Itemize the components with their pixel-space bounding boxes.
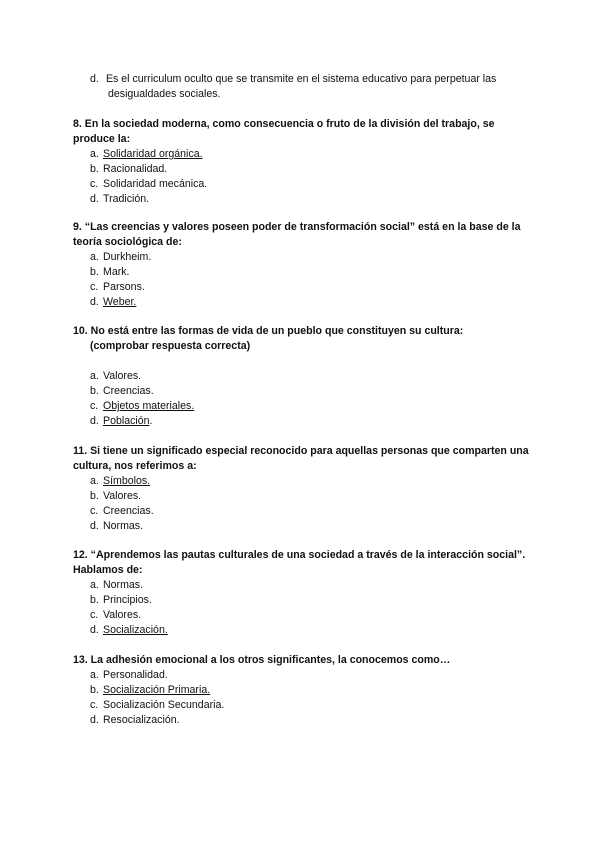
question-text: 9. “Las creencias y valores poseen poder de transformación social” está en la base de la teoría sociológica de: bbox=[73, 221, 521, 248]
option-b bbox=[90, 593, 533, 608]
question-8 bbox=[73, 117, 533, 207]
question-10 bbox=[73, 324, 473, 429]
option-letter: a. bbox=[90, 579, 99, 591]
option-c bbox=[90, 280, 533, 295]
option-a bbox=[90, 668, 533, 683]
option-letter: d. bbox=[90, 520, 99, 532]
option-text: Tradición. bbox=[103, 193, 150, 205]
option-text: Personalidad. bbox=[103, 669, 168, 681]
option-letter: c. bbox=[90, 400, 99, 412]
option-letter: c. bbox=[90, 699, 99, 711]
option-text-correct: Símbolos. bbox=[103, 475, 151, 487]
option-d bbox=[90, 713, 533, 728]
option-a bbox=[90, 147, 533, 162]
option-letter: c. bbox=[90, 505, 99, 517]
option-d bbox=[90, 192, 533, 207]
option-suffix: . bbox=[149, 415, 153, 427]
question-13 bbox=[73, 653, 533, 728]
option-c bbox=[90, 177, 533, 192]
question-9 bbox=[73, 220, 533, 310]
option-b bbox=[90, 162, 533, 177]
option-text: Resocialización. bbox=[103, 714, 180, 726]
option-text-correct: Objetos materiales. bbox=[103, 400, 195, 412]
options-list bbox=[73, 474, 533, 534]
option-letter: a. bbox=[90, 148, 99, 160]
option-letter: b. bbox=[90, 266, 99, 278]
question-text: 12. “Aprendemos las pautas culturales de una sociedad a través de la interacción social”. Hablamos de: bbox=[73, 549, 526, 576]
option-text: Mark. bbox=[103, 266, 130, 278]
option-c bbox=[90, 698, 533, 713]
option-letter: b. bbox=[90, 490, 99, 502]
option-letter: a. bbox=[90, 370, 99, 382]
carryover-line-2: desigualdades sociales. bbox=[108, 88, 221, 100]
option-d bbox=[90, 519, 533, 534]
option-letter: d. bbox=[90, 624, 99, 636]
option-letter: c. bbox=[90, 609, 99, 621]
option-text: Racionalidad. bbox=[103, 163, 168, 175]
options-list bbox=[73, 369, 473, 429]
option-b bbox=[90, 265, 533, 280]
option-text: Solidaridad mecánica. bbox=[103, 178, 208, 190]
option-text-correct: Weber. bbox=[103, 296, 137, 308]
option-text: Valores. bbox=[103, 490, 142, 502]
carryover-option bbox=[90, 72, 530, 102]
option-a bbox=[90, 250, 533, 265]
option-text: Valores. bbox=[103, 609, 142, 621]
option-letter: a. bbox=[90, 669, 99, 681]
question-text: 8. En la sociedad moderna, como consecuencia o fruto de la división del trabajo, se produce la: bbox=[73, 118, 495, 145]
option-d bbox=[90, 623, 533, 638]
option-text-correct: Solidaridad orgánica. bbox=[103, 148, 203, 160]
option-text-correct: Socialización Primaria. bbox=[103, 684, 211, 696]
option-d bbox=[90, 295, 533, 310]
option-text: Normas. bbox=[103, 579, 144, 591]
option-text: Es el curriculum oculto que se transmite en el sistema educativo para perpetuar las bbox=[105, 73, 497, 85]
option-text-correct: Población bbox=[103, 415, 150, 427]
option-letter: c. bbox=[90, 281, 99, 293]
option-text: Creencias. bbox=[103, 505, 154, 517]
question-text: 11. Si tiene un significado especial reconocido para aquellas personas que comparten una cultura, nos referimos a: bbox=[73, 445, 529, 472]
question-text: 10. No está entre las formas de vida de un pueblo que constituyen su cultura: (comprobar respuesta correcta) bbox=[73, 325, 464, 352]
question-12 bbox=[73, 548, 533, 638]
option-a bbox=[90, 474, 533, 489]
question-text: 13. La adhesión emocional a los otros significantes, la conocemos como… bbox=[73, 654, 451, 666]
option-a bbox=[90, 369, 473, 384]
option-text: Creencias. bbox=[103, 385, 154, 397]
option-a bbox=[90, 578, 533, 593]
option-text: Socialización Secundaria. bbox=[103, 699, 225, 711]
options-list bbox=[73, 668, 533, 728]
option-c bbox=[90, 504, 533, 519]
option-letter: b. bbox=[90, 385, 99, 397]
option-letter: a. bbox=[90, 475, 99, 487]
option-letter: b. bbox=[90, 163, 99, 175]
carryover-line-1 bbox=[90, 72, 530, 87]
option-b bbox=[90, 683, 533, 698]
option-b bbox=[90, 384, 473, 399]
option-text: Durkheim. bbox=[103, 251, 152, 263]
options-list bbox=[73, 578, 533, 638]
option-c bbox=[90, 399, 473, 414]
option-letter: d. bbox=[90, 714, 99, 726]
option-letter: d. bbox=[90, 415, 99, 427]
option-letter: d. bbox=[90, 73, 99, 85]
option-d bbox=[90, 414, 473, 429]
option-text: Principios. bbox=[103, 594, 152, 606]
options-list bbox=[73, 250, 533, 310]
option-letter: d. bbox=[90, 193, 99, 205]
option-text: Normas. bbox=[103, 520, 144, 532]
options-list bbox=[73, 147, 533, 207]
option-letter: d. bbox=[90, 296, 99, 308]
option-text: Parsons. bbox=[103, 281, 145, 293]
option-letter: a. bbox=[90, 251, 99, 263]
option-text: Valores. bbox=[103, 370, 142, 382]
option-text-correct: Socialización. bbox=[103, 624, 168, 636]
option-b bbox=[90, 489, 533, 504]
option-letter: c. bbox=[90, 178, 99, 190]
option-letter: b. bbox=[90, 594, 99, 606]
option-c bbox=[90, 608, 533, 623]
option-letter: b. bbox=[90, 684, 99, 696]
question-11 bbox=[73, 444, 533, 534]
